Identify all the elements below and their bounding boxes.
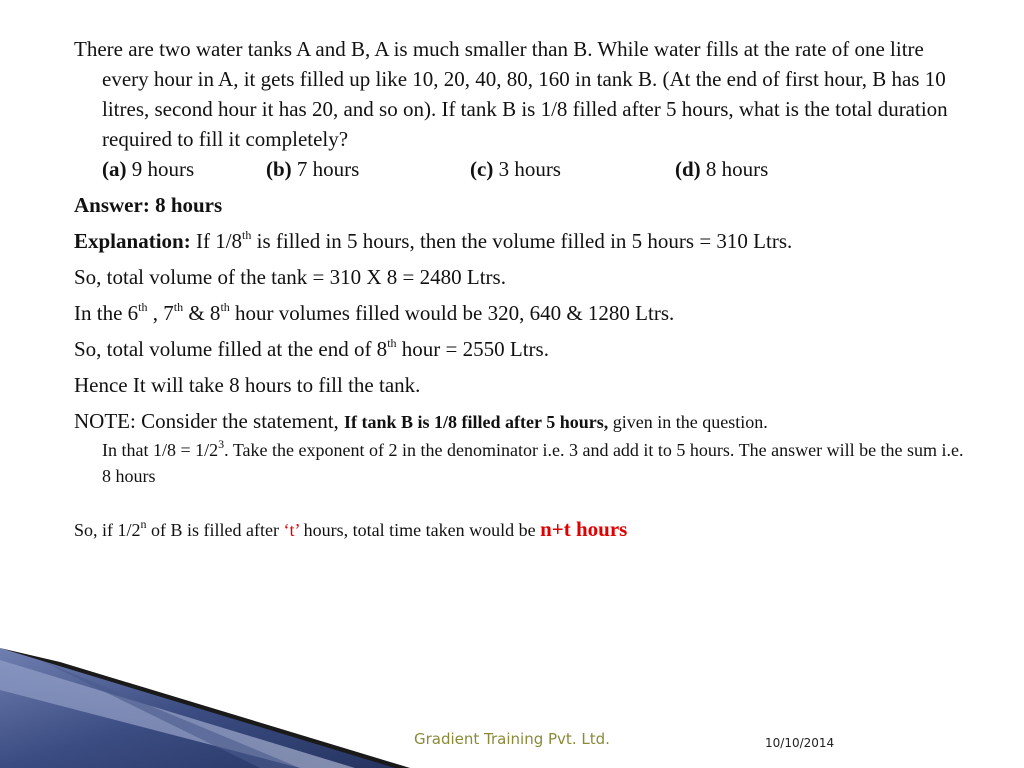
slide-content <box>74 34 974 545</box>
option-b: (b) 7 hours <box>266 157 360 181</box>
explanation-line-3: In the 6th , 7th & 8th hour volumes filled would be 320, 640 & 1280 Ltrs. <box>74 300 675 325</box>
explanation-line-4: So, total volume filled at the end of 8th hour = 2550 Ltrs. <box>74 336 549 361</box>
explanation-line-5: Hence It will take 8 hours to fill the tank. <box>74 373 421 397</box>
question-text: There are two water tanks A and B, A is much smaller than B. While water fills at the rate of one litre every hour in A, it gets filled up like 10, 20, 40, 80, 160 in tank B. (At the end of first hour, B has 10 litres, second hour it has 20, and so on). If tank B is 1/8 filled after 5 hours, what is the total duration required to fill it completely? <box>74 37 948 151</box>
note-line: NOTE: Consider the statement, If tank B is 1/8 filled after 5 hours, given in the question. <box>74 409 768 433</box>
final-statement: So, if 1/2$^n$ of B is filled after ‘t’ hours, total time taken would be n+t hours <box>74 517 628 541</box>
final-result: n+t hours <box>540 517 628 541</box>
note-continuation: In that $1/8 = 1/2^3$. Take the exponent of 2 in the denominator i.e. 3 and add it to 5 hours. The answer will be the sum i.e. 8 hours <box>102 437 964 486</box>
explanation-line-2: So, total volume of the tank = 310 X 8 = 2480 Ltrs. <box>74 265 506 289</box>
footer-date: 10/10/2014 <box>765 736 835 750</box>
explanation-line-1: Explanation: If 1/8th is filled in 5 hours, then the volume filled in 5 hours = 310 Ltrs. <box>74 228 793 253</box>
option-d: (d) 8 hours <box>675 157 769 181</box>
footer-company: Gradient Training Pvt. Ltd. <box>414 730 610 748</box>
answer-line: Answer: 8 hours <box>74 193 223 217</box>
option-a: (a) 9 hours <box>102 157 195 181</box>
option-c: (c) 3 hours <box>470 157 561 181</box>
answer-options <box>74 154 974 184</box>
